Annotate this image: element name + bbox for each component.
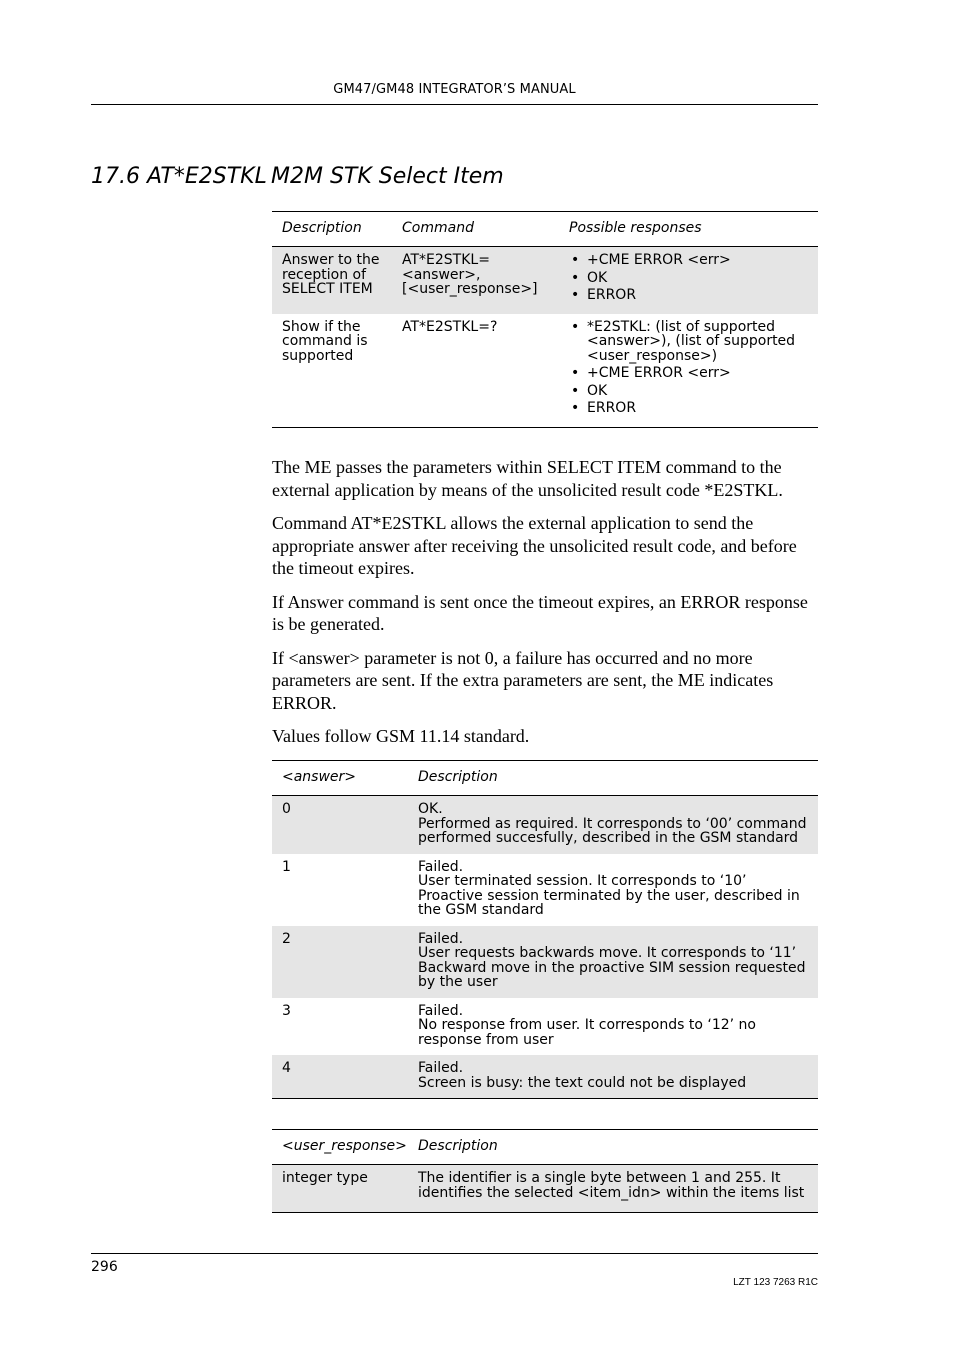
user-response-table-header — [272, 1130, 818, 1165]
answer-description — [408, 998, 818, 1056]
command-table — [272, 211, 818, 428]
header-description: Description — [408, 1130, 818, 1165]
table-row — [272, 314, 818, 428]
answer-value: 0 — [272, 796, 408, 854]
response-item: • OK — [569, 271, 812, 286]
answer-value: 3 — [282, 1002, 291, 1019]
answer-value: 2 — [272, 926, 408, 998]
response-item: • *E2STKL: (list of supported <answer>), (list of supported <user_response>) — [569, 320, 812, 364]
header-description: Description — [272, 212, 392, 247]
answer-description — [408, 1055, 818, 1099]
section-heading — [91, 164, 504, 189]
answer-status: Failed. — [418, 858, 464, 875]
paragraph: Command AT*E2STKL allows the external application to send the appropriate answer after receiving the unsolicited result code, and before the timeout expires. — [272, 513, 797, 578]
row-responses — [559, 314, 818, 428]
row-responses — [559, 247, 818, 314]
header-command: Command — [392, 212, 559, 247]
answer-value: 1 — [282, 858, 291, 875]
response-item: • ERROR — [569, 401, 812, 416]
answer-description — [408, 926, 818, 998]
header-responses: Possible responses — [559, 212, 818, 247]
response-item: • +CME ERROR <err> — [569, 253, 812, 268]
user-response-description: The identifier is a single byte between 1 and 255. It identifies the selected <item_idn> within the items list — [408, 1165, 818, 1213]
header-divider — [91, 104, 818, 105]
user-response-value: integer type — [272, 1165, 408, 1213]
response-item: • ERROR — [569, 288, 812, 303]
table-row — [272, 998, 818, 1056]
table-row — [272, 854, 818, 926]
paragraph: Values follow GSM 11.14 standard. — [272, 726, 530, 746]
running-header: GM47/GM48 INTEGRATOR’S MANUAL — [333, 82, 576, 97]
answer-detail: Performed as required. It corresponds to ‘00’ command performed succesfully, described in the GSM standard — [418, 815, 807, 846]
user-response-table-wrapper — [272, 1129, 818, 1213]
paragraph: If Answer command is sent once the timeout expires, an ERROR response is be generated. — [272, 591, 808, 634]
table-row — [272, 796, 818, 854]
command-table-wrapper — [272, 211, 818, 428]
section-title: M2M STK Select Item — [271, 164, 504, 189]
row-description: Answer to the reception of SELECT ITEM — [272, 247, 392, 314]
answer-status: Failed. — [418, 1002, 464, 1019]
answer-table-header — [272, 761, 818, 796]
row-description: Show if the command is supported — [282, 318, 368, 364]
answer-detail: User requests backwards move. It corresponds to ‘11’ Backward move in the proactive SIM session requested by the user — [418, 945, 806, 990]
row-command: AT*E2STKL=? — [402, 318, 498, 335]
answer-status: OK. — [418, 801, 443, 817]
table-row — [272, 926, 818, 998]
answer-status: Failed. — [418, 930, 464, 947]
paragraph: If <answer> parameter is not 0, a failure has occurred and no more parameters are sent. If the extra parameters are sent, the ME indicates ERROR. — [272, 647, 774, 713]
answer-value: 4 — [272, 1055, 408, 1099]
answer-detail: No response from user. It corresponds to ‘12’ no response from user — [418, 1017, 756, 1048]
response-item: • +CME ERROR <err> — [569, 366, 812, 381]
paragraph: The ME passes the parameters within SELECT ITEM command to the external application by means of the unsolicited result code *E2STKL. — [272, 457, 783, 500]
answer-table — [272, 760, 818, 1099]
answer-status: Failed. — [418, 1060, 464, 1076]
answer-detail: User terminated session. It corresponds to ‘10’ Proactive session terminated by the user, described in the GSM standard — [418, 873, 800, 918]
page-number: 296 — [91, 1259, 118, 1275]
header-answer: <answer> — [272, 761, 408, 796]
answer-description — [408, 796, 818, 854]
table-row — [272, 247, 818, 314]
answer-detail: Screen is busy: the text could not be displayed — [418, 1074, 747, 1091]
row-command: AT*E2STKL=<answer>,[<user_response>] — [392, 247, 559, 314]
table-row — [272, 1055, 818, 1099]
document-reference: LZT 123 7263 R1C — [733, 1277, 818, 1288]
header-description: Description — [408, 761, 818, 796]
body-text — [272, 456, 818, 759]
command-table-header — [272, 212, 818, 247]
header-user-response: <user_response> — [272, 1130, 408, 1165]
user-response-table — [272, 1129, 818, 1213]
answer-description — [408, 854, 818, 926]
footer-divider — [91, 1253, 818, 1254]
response-item: • OK — [569, 384, 812, 399]
table-row — [272, 1165, 818, 1213]
section-number: 17.6 AT*E2STKL — [91, 164, 267, 189]
answer-table-wrapper — [272, 760, 818, 1099]
